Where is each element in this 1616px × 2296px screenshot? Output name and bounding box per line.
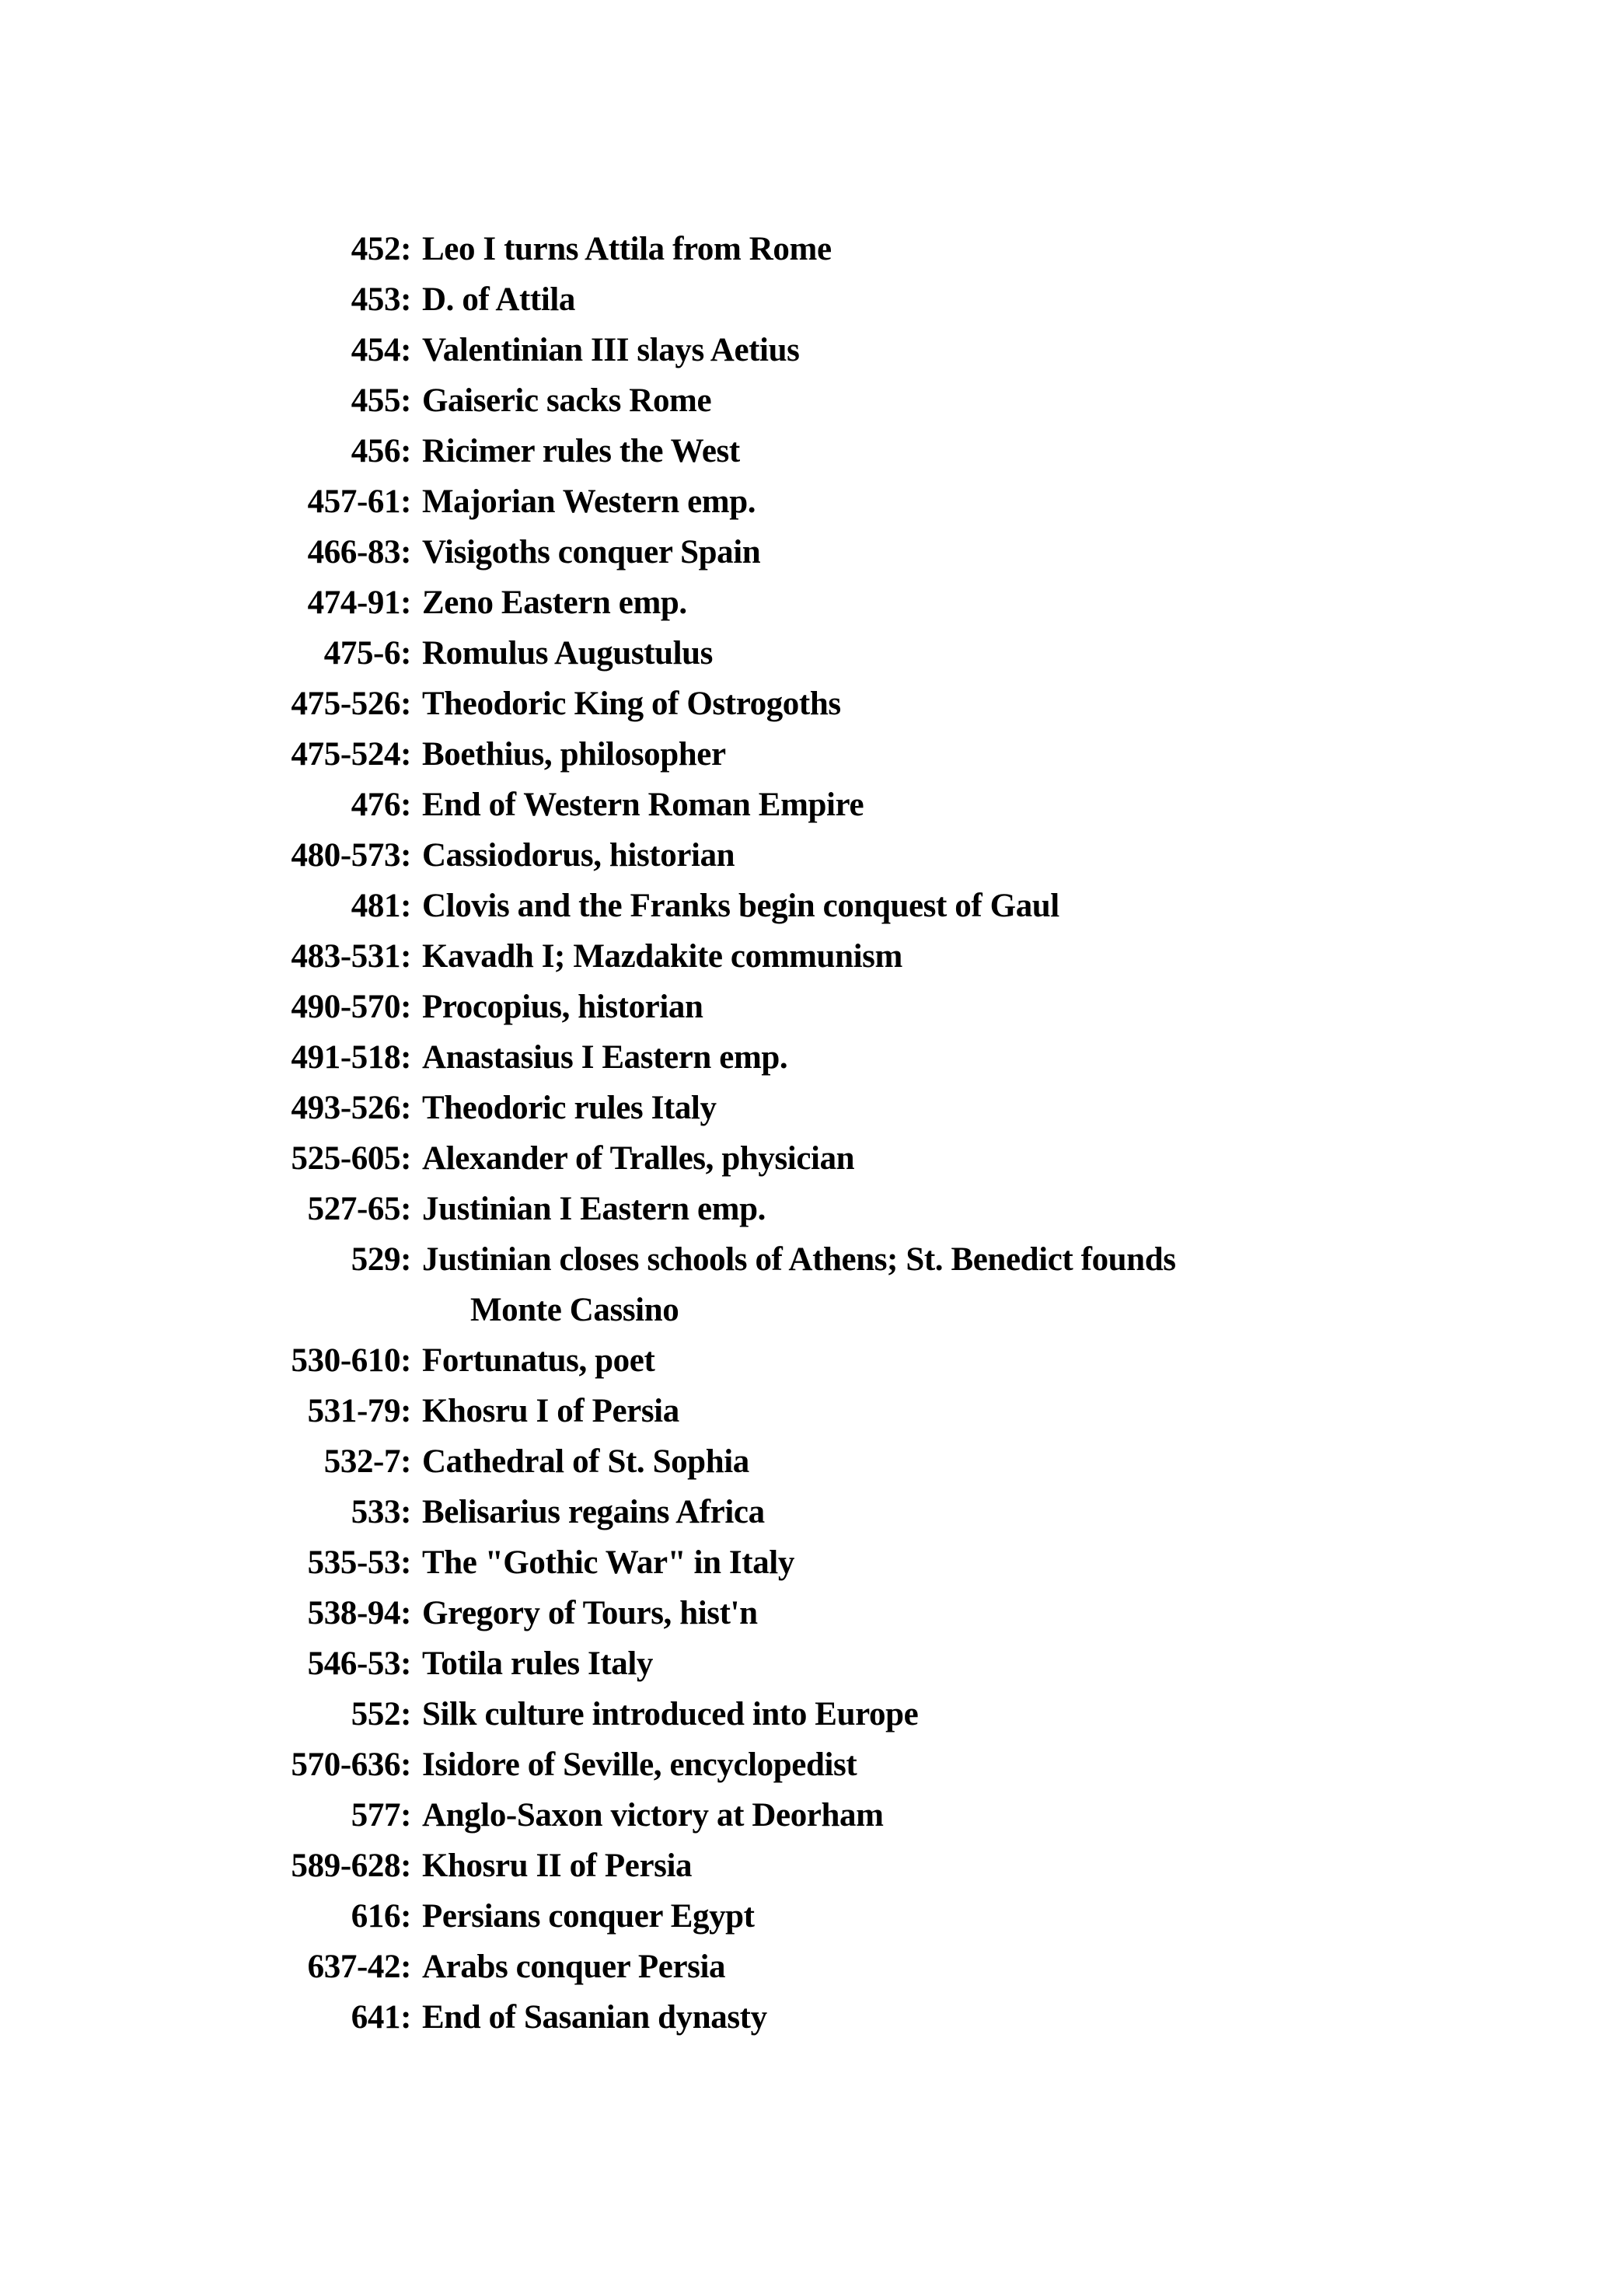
entry-event xyxy=(422,1234,1215,1335)
entry-date: 452: xyxy=(351,231,411,267)
timeline-entry xyxy=(0,1083,1616,1133)
entry-date: 476: xyxy=(351,787,411,823)
entry-event: Anastasius I Eastern emp. xyxy=(422,1039,788,1076)
entry-event-line: Justinian closes schools of Athens; St. Benedict founds xyxy=(422,1241,1176,1278)
timeline-entry xyxy=(0,729,1616,780)
entry-date: 546-53: xyxy=(307,1645,411,1682)
entry-event: Gaiseric sacks Rome xyxy=(422,382,712,419)
entry-date: 490-570: xyxy=(291,989,411,1025)
entry-event-continuation: Monte Cassino xyxy=(470,1292,679,1328)
entry-date: 532-7: xyxy=(323,1443,411,1480)
entry-event: Persians conquer Egypt xyxy=(422,1898,755,1935)
timeline-entry xyxy=(0,931,1616,982)
entry-date: 589-628: xyxy=(291,1848,411,1884)
entry-event: Cathedral of St. Sophia xyxy=(422,1443,749,1480)
timeline-entry xyxy=(0,325,1616,375)
entry-event: Totila rules Italy xyxy=(422,1645,654,1682)
entry-event: Leo I turns Attila from Rome xyxy=(422,231,832,267)
entry-date: 577: xyxy=(351,1797,411,1834)
timeline-entry xyxy=(0,1739,1616,1790)
entry-date: 475-526: xyxy=(291,686,411,722)
timeline-entry xyxy=(0,375,1616,426)
timeline-entry xyxy=(0,1689,1616,1739)
entry-date: 533: xyxy=(351,1494,411,1530)
timeline-entry xyxy=(0,1487,1616,1537)
entry-event: Khosru I of Persia xyxy=(422,1393,679,1429)
entry-event: The "Gothic War" in Italy xyxy=(422,1544,794,1581)
entry-event: Alexander of Tralles, physician xyxy=(422,1140,855,1177)
timeline-entry xyxy=(0,1032,1616,1083)
timeline-entry xyxy=(0,1335,1616,1386)
entry-date: 475-6: xyxy=(323,635,411,672)
entry-event: Majorian Western emp. xyxy=(422,483,756,520)
entry-event: Gregory of Tours, hist'n xyxy=(422,1595,758,1631)
entry-event: Kavadh I; Mazdakite communism xyxy=(422,938,902,975)
entry-date: 457-61: xyxy=(307,483,411,520)
timeline-entry xyxy=(0,527,1616,577)
timeline-entry xyxy=(0,1436,1616,1487)
entry-date: 493-526: xyxy=(291,1090,411,1126)
entry-date: 456: xyxy=(351,433,411,469)
entry-date: 538-94: xyxy=(307,1595,411,1631)
entry-event: Silk culture introduced into Europe xyxy=(422,1696,919,1732)
entry-event: Zeno Eastern emp. xyxy=(422,584,687,621)
entry-date: 475-524: xyxy=(291,736,411,773)
entry-event: Clovis and the Franks begin conquest of Gaul xyxy=(422,888,1059,924)
entry-event: Procopius, historian xyxy=(422,989,703,1025)
timeline-entry xyxy=(0,224,1616,274)
timeline-entry xyxy=(0,426,1616,476)
entry-event: Fortunatus, poet xyxy=(422,1342,655,1379)
entry-event: End of Sasanian dynasty xyxy=(422,1999,767,2036)
chronology-list xyxy=(0,224,1616,2043)
entry-event: Valentinian III slays Aetius xyxy=(422,332,800,368)
entry-date: 483-531: xyxy=(291,938,411,975)
timeline-entry xyxy=(0,1841,1616,1891)
timeline-entry xyxy=(0,1790,1616,1841)
entry-event: D. of Attila xyxy=(422,281,576,318)
entry-date: 455: xyxy=(351,382,411,419)
entry-date: 481: xyxy=(351,888,411,924)
entry-date: 570-636: xyxy=(291,1746,411,1783)
timeline-entry xyxy=(0,1638,1616,1689)
entry-date: 453: xyxy=(351,281,411,318)
timeline-entry xyxy=(0,1184,1616,1234)
timeline-entry xyxy=(0,1942,1616,1992)
entry-date: 529: xyxy=(351,1241,411,1278)
entry-date: 454: xyxy=(351,332,411,368)
entry-event: Ricimer rules the West xyxy=(422,433,740,469)
entry-event: Cassiodorus, historian xyxy=(422,837,735,874)
timeline-entry xyxy=(0,1992,1616,2043)
timeline-entry xyxy=(0,628,1616,679)
timeline-entry xyxy=(0,1234,1616,1335)
entry-event: Isidore of Seville, encyclopedist xyxy=(422,1746,857,1783)
timeline-entry xyxy=(0,1891,1616,1942)
entry-date: 525-605: xyxy=(291,1140,411,1177)
timeline-entry xyxy=(0,982,1616,1032)
timeline-entry xyxy=(0,881,1616,931)
entry-date: 637-42: xyxy=(307,1949,411,1985)
entry-date: 535-53: xyxy=(307,1544,411,1581)
entry-date: 530-610: xyxy=(291,1342,411,1379)
entry-date: 552: xyxy=(351,1696,411,1732)
entry-event: Visigoths conquer Spain xyxy=(422,534,761,571)
entry-date: 466-83: xyxy=(307,534,411,571)
timeline-entry xyxy=(0,1133,1616,1184)
entry-event: Theodoric King of Ostrogoths xyxy=(422,686,841,722)
timeline-entry xyxy=(0,1537,1616,1588)
timeline-entry xyxy=(0,830,1616,881)
entry-date: 531-79: xyxy=(307,1393,411,1429)
entry-event: Romulus Augustulus xyxy=(422,635,714,672)
entry-date: 641: xyxy=(351,1999,411,2036)
entry-event: Khosru II of Persia xyxy=(422,1848,693,1884)
entry-date: 491-518: xyxy=(291,1039,411,1076)
timeline-entry xyxy=(0,274,1616,325)
entry-event: End of Western Roman Empire xyxy=(422,787,864,823)
timeline-entry xyxy=(0,476,1616,527)
timeline-entry xyxy=(0,780,1616,830)
entry-date: 616: xyxy=(351,1898,411,1935)
entry-event: Arabs conquer Persia xyxy=(422,1949,726,1985)
timeline-entry xyxy=(0,577,1616,628)
entry-date: 474-91: xyxy=(307,584,411,621)
timeline-entry xyxy=(0,1588,1616,1638)
timeline-entry xyxy=(0,679,1616,729)
entry-date: 480-573: xyxy=(291,837,411,874)
entry-event: Theodoric rules Italy xyxy=(422,1090,717,1126)
entry-event: Justinian I Eastern emp. xyxy=(422,1191,766,1227)
timeline-entry xyxy=(0,1386,1616,1436)
entry-event: Anglo-Saxon victory at Deorham xyxy=(422,1797,884,1834)
entry-date: 527-65: xyxy=(307,1191,411,1227)
entry-event: Boethius, philosopher xyxy=(422,736,726,773)
entry-event: Belisarius regains Africa xyxy=(422,1494,765,1530)
